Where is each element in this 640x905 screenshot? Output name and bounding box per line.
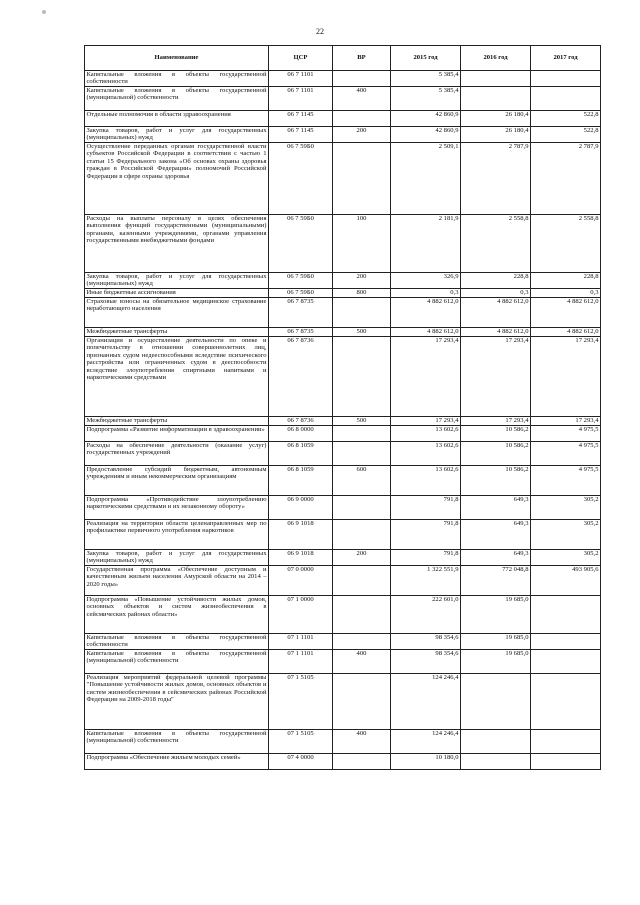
table-row	[85, 754, 601, 770]
cell-vr	[333, 337, 391, 417]
cell-2017	[531, 87, 601, 111]
cell-csr: 07 1 5105	[269, 730, 333, 754]
header-2016: 2016 год	[461, 46, 531, 71]
cell-vr: 600	[333, 466, 391, 496]
cell-2017: 305,2	[531, 496, 601, 520]
cell-name: Капитальные вложения в объекты государственной собственности	[86, 634, 267, 649]
table-row	[85, 127, 601, 143]
table-row	[85, 71, 601, 87]
cell-2015: 2 509,1	[391, 143, 461, 215]
cell-2017: 2 787,9	[531, 143, 601, 215]
cell-name: Подпрограмма «Противодействие злоупотреблению наркотическими средствами и их незаконному обороту»	[85, 496, 269, 520]
cell-csr: 06 7 8735	[269, 298, 333, 328]
cell-csr: 07 1 0000	[269, 596, 333, 634]
cell-2015: 98 354,6	[391, 634, 461, 650]
cell-2015: 222 601,0	[391, 596, 461, 634]
cell-2016: 17 293,4	[461, 337, 531, 417]
cell-2015: 124 246,4	[391, 674, 461, 730]
cell-vr: 800	[333, 289, 391, 298]
cell-2015: 4 882 612,0	[391, 328, 461, 337]
cell-2017: 4 975,5	[531, 426, 601, 442]
table-row	[85, 289, 601, 298]
cell-2015: 2 181,9	[391, 215, 461, 273]
cell-name: Расходы на выплаты персоналу в целях обеспечения выполнения функций государственными (муниципальными) органами, казенными учреждениями, органами управления государственными внебюджетными фондами	[85, 215, 269, 273]
cell-2016: 26 180,4	[461, 111, 531, 127]
cell-name: Реализация мероприятий федеральной целевой программы "Повышение устойчивости жилых домов, основных объектов и систем жизнеобеспечения в сейсмических районах Российской Федерации на 2009-2018 годы"	[85, 674, 269, 730]
table-row	[85, 550, 601, 566]
table-row	[85, 496, 601, 520]
cell-csr: 06 7 8736	[269, 417, 333, 426]
cell-name: Расходы на обеспечение деятельности (оказание услуг) государственных учреждений	[85, 442, 269, 466]
cell-name: Иные бюджетные ассигнования	[85, 289, 269, 298]
cell-csr: 06 8 1059	[269, 466, 333, 496]
cell-2015: 124 246,4	[391, 730, 461, 754]
cell-2015: 791,8	[391, 520, 461, 550]
cell-2016: 649,3	[461, 496, 531, 520]
cell-2017: 17 293,4	[531, 337, 601, 417]
cell-vr	[333, 754, 391, 770]
cell-name: Страховые взносы на обязательное медицинское страхование неработающего населения	[85, 298, 269, 328]
cell-2015: 10 180,0	[391, 754, 461, 770]
table-row	[85, 466, 601, 496]
cell-csr: 06 8 1059	[269, 442, 333, 466]
cell-name: Межбюджетные трансферты	[85, 328, 269, 337]
cell-vr: 500	[333, 328, 391, 337]
cell-vr: 200	[333, 273, 391, 289]
cell-vr	[333, 566, 391, 596]
cell-csr: 06 7 59Б0	[269, 143, 333, 215]
cell-2016: 772 048,8	[461, 566, 531, 596]
cell-2017	[531, 596, 601, 634]
cell-2015: 13 602,6	[391, 442, 461, 466]
cell-2016: 4 882 612,0	[461, 298, 531, 328]
cell-2017: 228,8	[531, 273, 601, 289]
cell-name: Подпрограмма «Повышение устойчивости жилых домов, основных объектов и систем жизнеобеспечения в сейсмических районах области»	[85, 596, 269, 634]
cell-2017: 522,8	[531, 111, 601, 127]
cell-2015: 13 602,6	[391, 426, 461, 442]
cell-name: Государственная программа «Обеспечение доступным и качественным жильем населения Амурской области на 2014 – 2020 годы»	[85, 566, 269, 596]
cell-2017: 4 882 612,0	[531, 298, 601, 328]
cell-2016: 19 685,0	[461, 650, 531, 674]
cell-vr	[333, 426, 391, 442]
table-row	[85, 566, 601, 596]
cell-2016: 19 685,0	[461, 634, 531, 650]
cell-2017: 0,3	[531, 289, 601, 298]
cell-csr: 06 9 1018	[269, 550, 333, 566]
cell-csr: 07 4 0000	[269, 754, 333, 770]
cell-2017	[531, 634, 601, 650]
table-row	[85, 634, 601, 650]
cell-2016: 649,3	[461, 550, 531, 566]
cell-vr	[333, 71, 391, 87]
cell-2016	[461, 674, 531, 730]
table-row	[85, 730, 601, 754]
cell-2017	[531, 71, 601, 87]
cell-csr: 06 9 0000	[269, 496, 333, 520]
cell-2016	[461, 71, 531, 87]
cell-csr: 06 8 0000	[269, 426, 333, 442]
cell-name: Закупка товаров, работ и услуг для государственных (муниципальных) нужд	[86, 273, 267, 288]
cell-vr	[333, 634, 391, 650]
cell-2017	[531, 674, 601, 730]
cell-2017: 493 905,6	[531, 566, 601, 596]
budget-table	[84, 45, 601, 770]
cell-2016: 649,3	[461, 520, 531, 550]
cell-vr	[333, 143, 391, 215]
cell-name: Закупка товаров, работ и услуг для государственных (муниципальных) нужд	[86, 550, 267, 565]
cell-2016: 228,8	[461, 273, 531, 289]
scan-mark	[42, 10, 46, 14]
header-name: Наименование	[85, 46, 269, 71]
cell-csr: 07 1 5105	[269, 674, 333, 730]
cell-name: Реализация на территории области целенаправленных мер по профилактике первичного употребления наркотиков	[85, 520, 269, 550]
cell-2016: 2 558,8	[461, 215, 531, 273]
cell-2016	[461, 730, 531, 754]
table-row	[85, 328, 601, 337]
cell-csr: 06 7 8736	[269, 337, 333, 417]
cell-csr: 06 7 1145	[269, 127, 333, 143]
page-number: 22	[316, 27, 324, 36]
table-header-row	[85, 46, 601, 71]
cell-2015: 5 385,4	[391, 87, 461, 111]
cell-name: Капитальные вложения в объекты государственной (муниципальной) собственности	[85, 650, 269, 674]
cell-name: Подпрограмма «Обеспечение жильем молодых семей»	[85, 754, 269, 770]
cell-2017: 4 975,5	[531, 466, 601, 496]
cell-csr: 06 7 8735	[269, 328, 333, 337]
cell-2016: 2 787,9	[461, 143, 531, 215]
cell-vr	[333, 520, 391, 550]
table-row	[85, 298, 601, 328]
cell-name: Закупка товаров, работ и услуг для государственных (муниципальных) нужд	[86, 127, 267, 142]
cell-csr: 06 7 1101	[269, 87, 333, 111]
cell-2015: 42 860,9	[391, 127, 461, 143]
cell-2017: 4 882 612,0	[531, 328, 601, 337]
cell-csr: 06 7 59Б0	[269, 289, 333, 298]
table-row	[85, 426, 601, 442]
cell-2015: 0,3	[391, 289, 461, 298]
cell-csr: 06 7 59Б0	[269, 273, 333, 289]
cell-2015: 17 293,4	[391, 417, 461, 426]
cell-2017	[531, 650, 601, 674]
cell-2017: 522,8	[531, 127, 601, 143]
cell-name: Капитальные вложения в объекты государственной (муниципальной) собственности	[85, 87, 269, 111]
cell-2017: 4 975,5	[531, 442, 601, 466]
cell-2016: 10 586,2	[461, 466, 531, 496]
cell-csr: 06 7 1145	[269, 111, 333, 127]
cell-2015: 791,8	[391, 550, 461, 566]
cell-2017: 2 558,8	[531, 215, 601, 273]
table-row	[85, 442, 601, 466]
cell-csr: 07 1 1101	[269, 650, 333, 674]
cell-2017	[531, 754, 601, 770]
cell-2015: 5 385,4	[391, 71, 461, 87]
table-body	[85, 71, 601, 770]
table-row	[85, 215, 601, 273]
cell-2015: 13 602,6	[391, 466, 461, 496]
cell-vr: 400	[333, 730, 391, 754]
cell-2016: 17 293,4	[461, 417, 531, 426]
table-row	[85, 674, 601, 730]
table-row	[85, 87, 601, 111]
table-row	[85, 337, 601, 417]
cell-name: Подпрограмма «Развитие информатизации в здравоохранении»	[85, 426, 269, 442]
cell-vr: 500	[333, 417, 391, 426]
cell-vr	[333, 674, 391, 730]
table-row	[85, 417, 601, 426]
cell-2016: 0,3	[461, 289, 531, 298]
cell-2017	[531, 730, 601, 754]
cell-2017: 17 293,4	[531, 417, 601, 426]
table-row	[85, 143, 601, 215]
table-row	[85, 111, 601, 127]
cell-vr	[333, 111, 391, 127]
cell-name: Осуществление переданных органам государственной власти субъектов Российской Федерации в соответствии с частью 1 статьи 15 Федерального закона «Об основах охраны здоровья граждан в Российской Федерации» полномочий Российской Федерации в сфере охраны здоровья	[85, 143, 269, 215]
cell-2017: 305,2	[531, 520, 601, 550]
header-2017: 2017 год	[531, 46, 601, 71]
cell-2015: 4 882 612,0	[391, 298, 461, 328]
cell-vr: 400	[333, 650, 391, 674]
cell-csr: 07 0 0000	[269, 566, 333, 596]
cell-csr: 07 1 1101	[269, 634, 333, 650]
cell-vr	[333, 298, 391, 328]
table-row	[85, 596, 601, 634]
cell-vr	[333, 596, 391, 634]
table-row	[85, 273, 601, 289]
cell-csr: 06 7 1101	[269, 71, 333, 87]
cell-vr: 100	[333, 215, 391, 273]
cell-vr: 400	[333, 87, 391, 111]
table-row	[85, 520, 601, 550]
cell-2015: 326,9	[391, 273, 461, 289]
cell-name: Предоставление субсидий бюджетным, автономным учреждениям и иным некоммерческим организациям	[85, 466, 269, 496]
cell-csr: 06 7 59Б0	[269, 215, 333, 273]
cell-2016: 26 180,4	[461, 127, 531, 143]
cell-2016	[461, 87, 531, 111]
cell-2016: 4 882 612,0	[461, 328, 531, 337]
cell-name: Организация и осуществление деятельности по опеке и попечительству в отношении совершеннолетних лиц, признанных судом недееспособными вследствие психического расстройства или ограниченных судом в дееспособности вследствие злоупотребления спиртными напитками и наркотическими средствами	[85, 337, 269, 417]
cell-csr: 06 9 1018	[269, 520, 333, 550]
cell-vr: 200	[333, 127, 391, 143]
cell-vr	[333, 442, 391, 466]
cell-name: Отдельные полномочия в области здравоохранения	[85, 111, 269, 127]
cell-2016: 10 586,2	[461, 442, 531, 466]
cell-2015: 98 354,6	[391, 650, 461, 674]
header-csr: ЦСР	[269, 46, 333, 71]
cell-2017: 305,2	[531, 550, 601, 566]
cell-2015: 791,8	[391, 496, 461, 520]
table-row	[85, 650, 601, 674]
cell-name: Межбюджетные трансферты	[85, 417, 269, 426]
header-2015: 2015 год	[391, 46, 461, 71]
cell-vr	[333, 496, 391, 520]
cell-2016	[461, 754, 531, 770]
cell-name: Капитальные вложения в объекты государственной (муниципальной) собственности	[85, 730, 269, 754]
cell-vr: 200	[333, 550, 391, 566]
cell-2015: 1 322 551,9	[391, 566, 461, 596]
cell-2016: 10 586,2	[461, 426, 531, 442]
cell-2015: 17 293,4	[391, 337, 461, 417]
header-vr: ВР	[333, 46, 391, 71]
cell-2016: 19 685,0	[461, 596, 531, 634]
cell-2015: 42 860,9	[391, 111, 461, 127]
cell-name: Капитальные вложения в объекты государственной собственности	[86, 71, 267, 86]
